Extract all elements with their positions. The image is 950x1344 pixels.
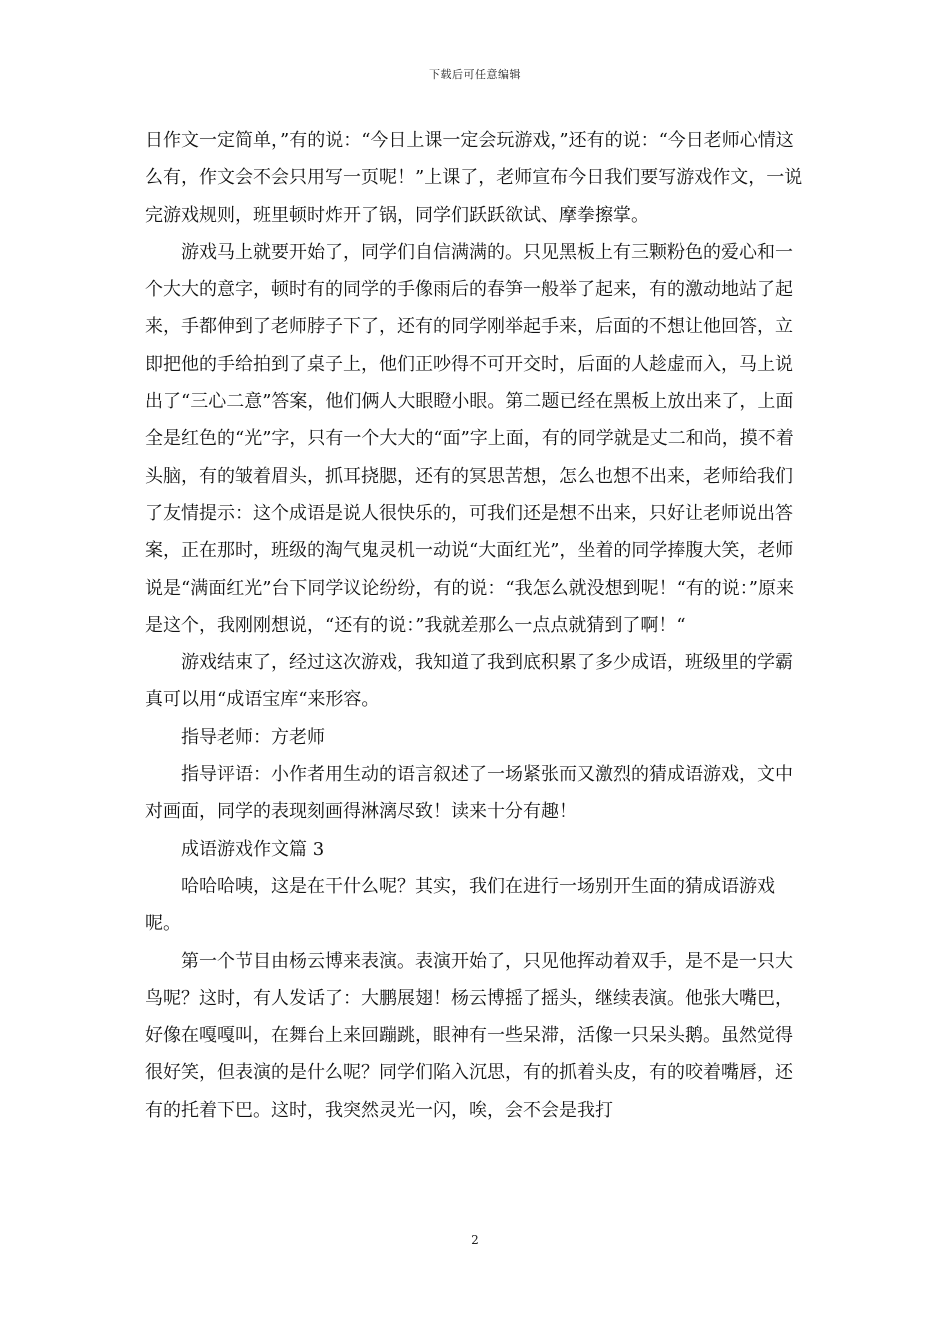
paragraph-performance: 第一个节目由杨云博来表演。表演开始了，只见他挥动着双手，是不是一只大鸟呢？这时，有人发话了：大鹏展翅！杨云博摇了摇头，继续表演。他张大嘴巴，好像在嘎嘎叫，在舞台上来回蹦跳，眼神有一些呆滞，活像一只呆头鹅。虽然觉得很好笑，但表演的是什么呢？同学们陷入沉思，有的抓着头皮，有的咬着嘴唇，还有的托着下巴。这时，我突然灵光一闪，唉，会不会是我打 — [145, 950, 793, 1121]
paragraph-teacher: 指导老师：方老师 — [181, 726, 325, 748]
document-body — [145, 122, 805, 1129]
page-header: 下载后可任意编辑 — [429, 68, 521, 81]
paragraph-teacher-comment: 指导评语：小作者用生动的语言叙述了一场紧张而又激烈的猜成语游戏，文中对画面，同学的表现刻画得淋漓尽致！读来十分有趣！ — [145, 764, 793, 823]
paragraph-continuation: 日作文一定简单，”有的说：“今日上课一定会玩游戏，”还有的说：“今日老师心情这么有，作文会不会只用写一页呢！”上课了，老师宣布今日我们要写游戏作文，一说完游戏规则，班里顿时炸开了锅，同学们跃跃欲试、摩拳擦掌。 — [145, 130, 803, 226]
paragraph-intro: 哈哈哈咦，这是在干什么呢？其实，我们在进行一场别开生面的猜成语游戏呢。 — [145, 875, 775, 935]
paragraph-game-start: 游戏马上就要开始了，同学们自信满满的。只见黑板上有三颗粉色的爱心和一个大大的意字，顿时有的同学的手像雨后的春笋一般举了起来，有的激动地站了起来，手都伸到了老师脖子下了，还有的同学刚举起手来，后面的不想让他回答，立即把他的手给拍到了桌子上，他们正吵得不可开交时，后面的人趁虚而入，马上说出了“三心二意”答案，他们俩人大眼瞪小眼。第二题已经在黑板上放出来了，上面全是红色的“光”字，只有一个大大的“面”字上面，有的同学就是丈二和尚，摸不着头脑，有的皱着眉头，抓耳挠腮，还有的冥思苦想，怎么也想不出来，老师给我们了友情提示：这个成语是说人很快乐的，可我们还是想不出来，只好让老师说出答案，正在那时，班级的淘气鬼灵机一动说“大面红光”，坐着的同学捧腹大笑，老师说是“满面红光”台下同学议论纷纷，有的说：“我怎么就没想到呢！“有的说：”原来是这个，我刚刚想说，“还有的说：”我就差那么一点点就猜到了啊！“ — [145, 241, 795, 636]
page-number: 2 — [471, 1233, 479, 1247]
section-title: 成语游戏作文篇 3 — [181, 838, 325, 860]
paragraph-game-end: 游戏结束了，经过这次游戏，我知道了我到底积累了多少成语，班级里的学霸真可以用“成语宝库“来形容。 — [145, 652, 793, 711]
